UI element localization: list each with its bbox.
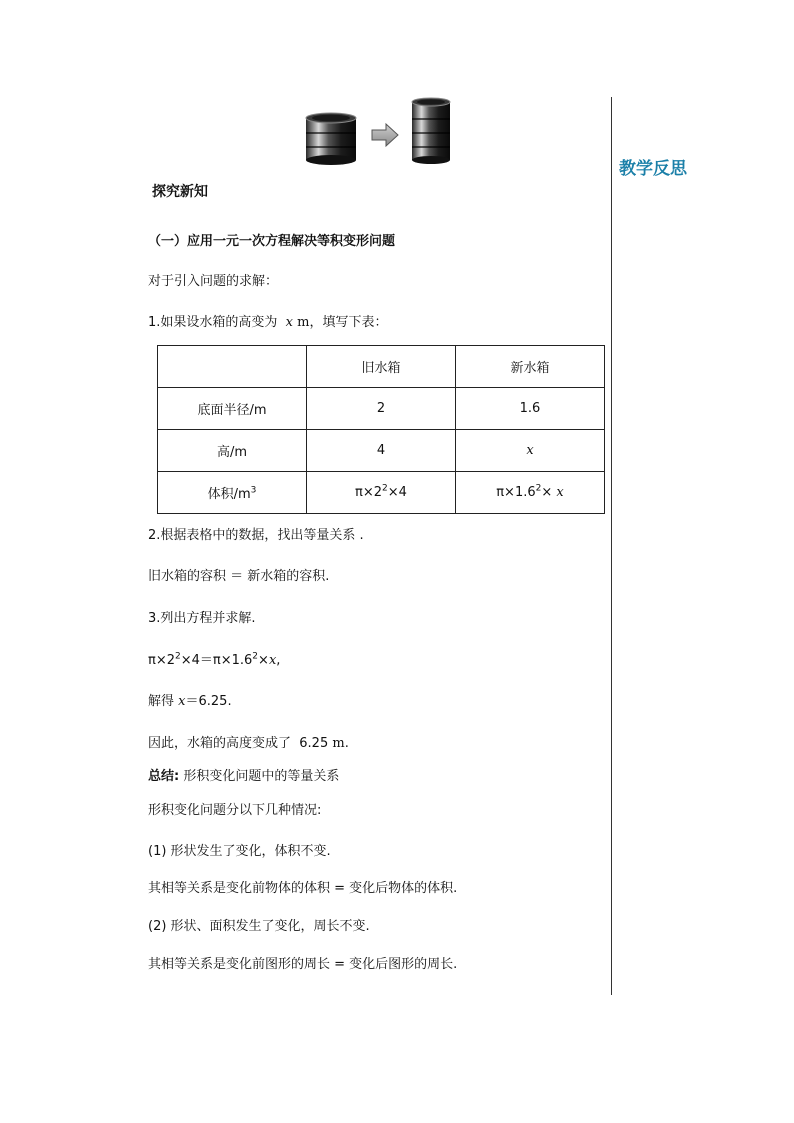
intro-text: 对于引入问题的求解： xyxy=(148,274,279,289)
new-volume-post: × xyxy=(541,485,553,500)
table-row xyxy=(158,472,605,514)
short-barrel-icon xyxy=(306,113,356,165)
table-cell xyxy=(456,472,605,514)
equation-exp: 2 xyxy=(252,651,259,662)
conclusion-end: . xyxy=(344,736,349,751)
table-cell: 底面半径/m xyxy=(158,388,307,430)
case-1: (1) 形状发生了变化，体积不变. xyxy=(148,844,331,859)
table-cell xyxy=(158,472,307,514)
step-1-suffix: ，填写下表： xyxy=(309,315,388,330)
barrel-transform-image xyxy=(300,96,460,166)
equation-var: x xyxy=(268,653,277,668)
conclusion xyxy=(148,735,349,753)
summary xyxy=(148,768,339,786)
equation-part: ×4＝π×1.6 xyxy=(180,653,253,668)
step-3: 3.列出方程并求解. xyxy=(148,611,256,626)
solution-prefix: 解得 xyxy=(148,694,175,709)
step-1-unit: m xyxy=(297,315,310,330)
table-row xyxy=(158,430,605,472)
subsection-heading: （一）应用一元一次方程解决等积变形问题 xyxy=(148,234,396,249)
sidebar-title: 教学反思 xyxy=(619,159,687,179)
tall-barrel-icon xyxy=(412,98,450,164)
equation-exp: 2 xyxy=(175,651,181,662)
summary-text: 形积变化问题中的等量关系 xyxy=(183,769,340,784)
equation-part: π×2 xyxy=(148,653,175,668)
volume-unit-exponent: 3 xyxy=(250,485,257,496)
new-volume-var: x xyxy=(556,485,564,500)
volume-label: 体积/m xyxy=(207,487,251,502)
arrow-right-icon xyxy=(372,124,398,146)
table-row xyxy=(158,388,605,430)
step-1 xyxy=(148,314,388,332)
old-volume-post: ×4 xyxy=(387,485,407,500)
divider-line xyxy=(611,97,612,995)
table-cell: 高/m xyxy=(158,430,307,472)
step-2: 2.根据表格中的数据，找出等量关系 . xyxy=(148,528,364,543)
step-1-var: x xyxy=(285,315,294,330)
table-cell: 4 xyxy=(307,430,456,472)
equation-part: , xyxy=(276,653,281,668)
solution-rest: ＝6.25. xyxy=(185,694,232,709)
table-header-cell xyxy=(158,346,307,388)
conclusion-value: 6.25 xyxy=(299,736,329,751)
relation-text: 旧水箱的容积 ＝ 新水箱的容积. xyxy=(148,569,330,584)
volume-table xyxy=(157,345,605,514)
table-header-row xyxy=(158,346,605,388)
table-header-cell: 新水箱 xyxy=(456,346,605,388)
old-volume-pre: π×2 xyxy=(355,485,383,500)
solution xyxy=(148,693,232,711)
section-heading: 探究新知 xyxy=(152,184,208,200)
table-cell xyxy=(307,472,456,514)
cases-intro: 形积变化问题分以下几种情况: xyxy=(148,803,322,818)
solution-var: x xyxy=(178,694,186,709)
table-header-cell: 旧水箱 xyxy=(307,346,456,388)
old-volume-exp: 2 xyxy=(382,483,388,494)
equation-part: × xyxy=(258,653,269,668)
case-2-relation: 其相等关系是变化前图形的周长 = 变化后图形的周长. xyxy=(148,957,458,972)
table-cell: x xyxy=(456,430,605,472)
equation xyxy=(148,652,280,670)
conclusion-prefix: 因此，水箱的高度变成了 xyxy=(148,736,292,751)
case-2: (2) 形状、面积发生了变化，周长不变. xyxy=(148,919,370,934)
step-1-prefix: 1.如果设水箱的高变为 xyxy=(148,315,278,330)
new-volume-pre: π×1.6 xyxy=(496,485,536,500)
case-1-relation: 其相等关系是变化前物体的体积 = 变化后物体的体积. xyxy=(148,881,458,896)
new-volume-exp: 2 xyxy=(535,483,542,494)
conclusion-unit: m xyxy=(332,736,345,751)
summary-label: 总结: xyxy=(148,769,180,784)
table-cell: 2 xyxy=(307,388,456,430)
table-cell: 1.6 xyxy=(456,388,605,430)
